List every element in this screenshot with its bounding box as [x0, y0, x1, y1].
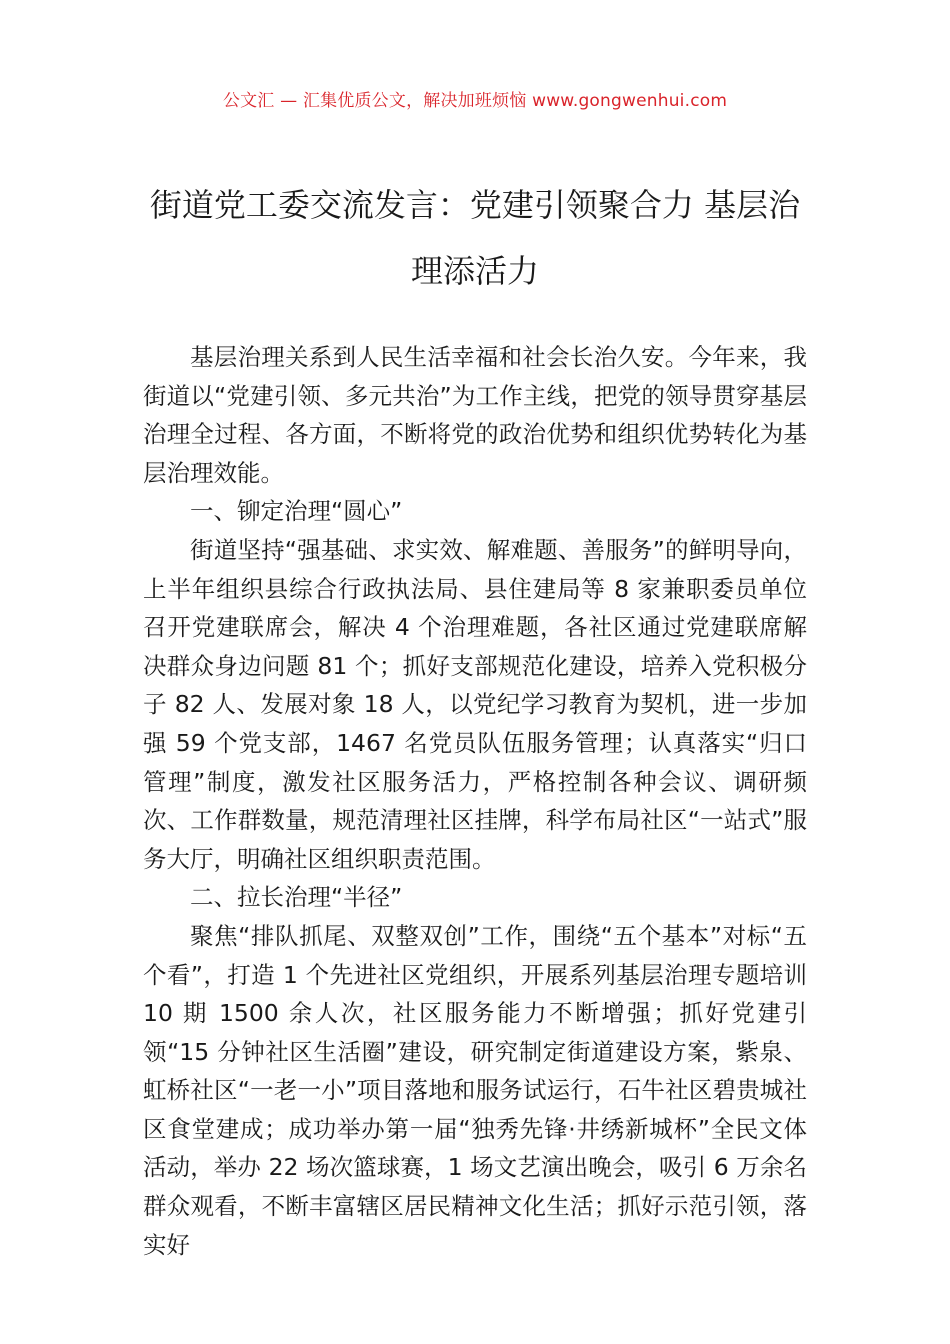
section-2-paragraph: 聚焦“排队抓尾、双整双创”工作，围绕“五个基本”对标“五个看”，打造 1 个先进社区党组织，开展系列基层治理专题培训 10 期 1500 余人次，社区服务能力不断增强；抓好党建引领“15 分钟社区生活圈”建设，研究制定街道建设方案，紫泉、虹桥社区“一老一小”项目落地和服务试运行，石牛社区碧贵城社区食堂建成；成功举办第一届“独秀先锋·井绣新城杯”全民文体活动，举办 22 场次篮球赛，1 场文艺演出晚会，吸引 6 万余名群众观看，不断丰富辖区居民精神文化生活；抓好示范引领，落实好: [143, 921, 807, 1259]
section-heading-2: 二、拉长治理“半径”: [190, 883, 403, 912]
document-title: 街道党工委交流发言：党建引领聚合力 基层治理添活力: [149, 186, 801, 290]
section-heading-1: 一、铆定治理“圆心”: [190, 497, 403, 526]
intro-paragraph: 基层治理关系到人民生活幸福和社会长治久安。今年来，我街道以“党建引领、多元共治”为工作主线，把党的领导贯穿基层治理全过程、各方面，不断将党的政治优势和组织优势转化为基层治理效能。: [143, 343, 807, 487]
site-banner: 公文汇 — 汇集优质公文，解决加班烦恼 www.gongwenhui.com: [222, 91, 728, 111]
document-body: [143, 338, 807, 1264]
section-1-paragraph: 街道坚持“强基础、求实效、解难题、善服务”的鲜明导向，上半年组织县综合行政执法局、县住建局等 8 家兼职委员单位召开党建联席会，解决 4 个治理难题，各社区通过党建联席解决群众身边问题 81 个；抓好支部规范化建设，培养入党积极分子 82 人、发展对象 18 人，以党纪学习教育为契机，进一步加强 59 个党支部，1467 名党员队伍服务管理；认真落实“归口管理”制度，激发社区服务活力，严格控制各种会议、调研频次、工作群数量，规范清理社区挂牌，科学布局社区“一站式”服务大厅，明确社区组织职责范围。: [143, 535, 807, 873]
